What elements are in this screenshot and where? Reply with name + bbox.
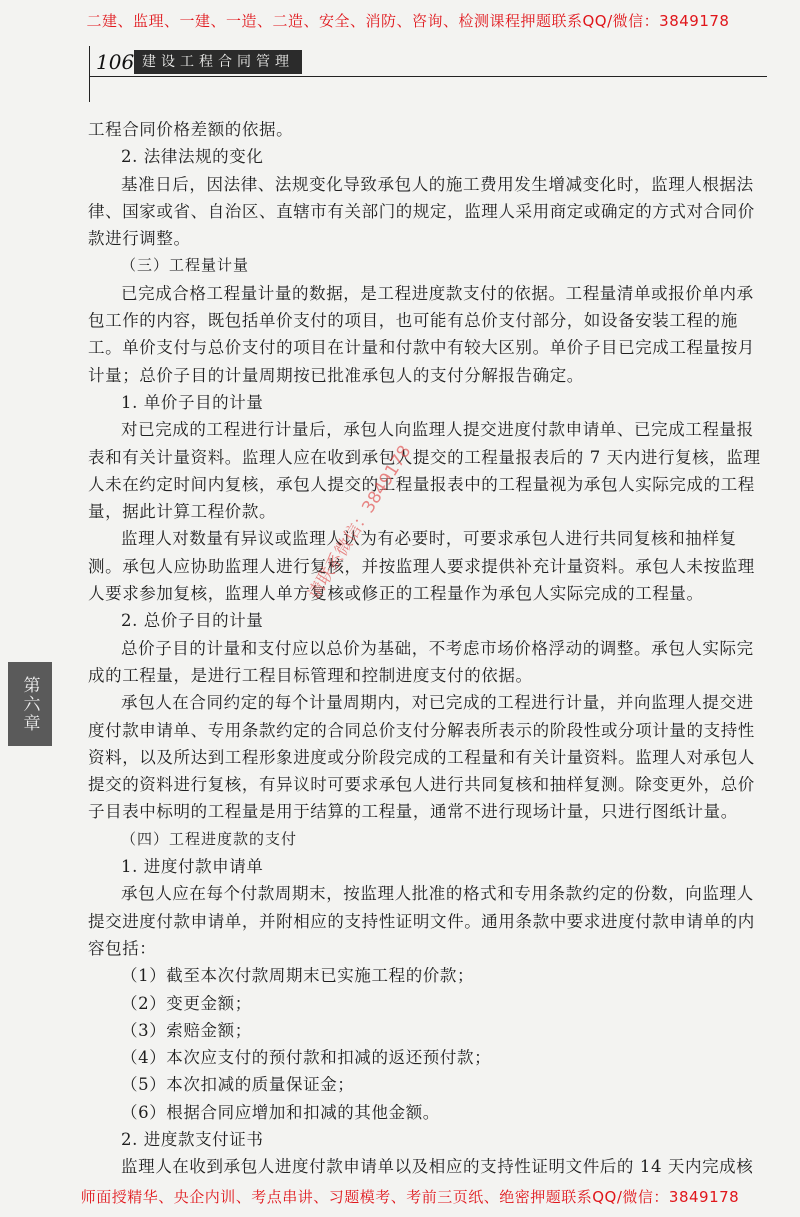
body-line: 提交进度付款申请单，并附相应的支持性证明文件。通用条款中要求进度付款申请单的内 <box>88 911 755 931</box>
body-line: 度付款申请单、专用条款约定的合同总价支付分解表所表示的阶段性或分项计量的支持性 <box>88 720 755 740</box>
list-item: （4）本次应支付的预付款和扣减的返还预付款； <box>121 1048 492 1068</box>
list-item: （1）截至本次付款周期末已实施工程的价款； <box>121 966 475 986</box>
body-line: 人要求参加复核，监理人单方复核或修正的工程量作为承包人实际完成的工程量。 <box>88 584 704 604</box>
watermark: 请联系微信：3849178 <box>304 441 416 604</box>
body-line: 提交的资料进行复核，有异议时可要求承包人进行共同复核和抽样复测。除变更外，总价 <box>88 775 755 795</box>
promo-banner-bottom: 师面授精华、央企内训、考点串讲、习题模考、考前三页纸、绝密押题联系QQ/微信：3849178 <box>80 1188 740 1206</box>
subheading: 2. 法律法规的变化 <box>121 147 264 167</box>
subheading: 2. 进度款支付证书 <box>121 1129 264 1149</box>
body-line: 资料，以及所达到工程形象进度或分阶段完成的工程量和有关计量资料。监理人对承包人 <box>88 747 755 767</box>
page-body <box>88 116 764 1181</box>
subheading: 1. 进度付款申请单 <box>121 857 264 877</box>
body-line: 量，据此计算工程价款。 <box>88 502 277 522</box>
list-item: （5）本次扣减的质量保证金； <box>121 1075 355 1095</box>
body-line: 子目表中标明的工程量是用于结算的工程量，通常不进行现场计量，只进行图纸计量。 <box>88 802 738 822</box>
list-item: （2）变更金额； <box>121 993 252 1013</box>
body-line: 总价子目的计量和支付应以总价为基础，不考虑市场价格浮动的调整。承包人实际完 <box>121 638 754 658</box>
header-rule <box>89 76 767 77</box>
body-line: 承包人应在每个付款周期末，按监理人批准的格式和专用条款约定的份数，向监理人 <box>121 884 754 904</box>
header-vertical-rule <box>89 46 90 102</box>
body-line: 监理人对数量有异议或监理人认为有必要时，可要求承包人进行共同复核和抽样复 <box>121 529 737 549</box>
list-item: （6）根据合同应增加和扣减的其他金额。 <box>121 1102 440 1122</box>
page-number: 106 <box>96 50 135 74</box>
body-line: 对已完成的工程进行计量后，承包人向监理人提交进度付款申请单、已完成工程量报 <box>121 420 754 440</box>
body-line: 工程合同价格差额的依据。 <box>88 120 294 139</box>
book-title: 建设工程合同管理 <box>134 50 302 74</box>
body-line: 人未在约定时间内复核，承包人提交的工程量报表中的工程量视为承包人实际完成的工程 <box>88 474 755 494</box>
subheading: 1. 单价子目的计量 <box>121 392 264 412</box>
list-item: （3）索赔金额； <box>121 1020 252 1040</box>
body-line: 成的工程量，是进行工程目标管理和控制进度支付的依据。 <box>88 665 533 685</box>
body-line: 承包人在合同约定的每个计量周期内，对已完成的工程进行计量，并向监理人提交进 <box>121 693 754 713</box>
chapter-tab: 第六章 <box>8 662 52 746</box>
body-line: 律、国家或省、自治区、直辖市有关部门的规定，监理人采用商定或确定的方式对合同价 <box>88 201 755 221</box>
body-line: 工。单价支付与总价支付的项目在计量和付款中有较大区别。单价子目已完成工程量按月 <box>88 338 755 358</box>
body-line: 基准日后，因法律、法规变化导致承包人的施工费用发生增减变化时，监理人根据法 <box>121 174 754 194</box>
body-line: 容包括： <box>88 938 157 958</box>
section-heading: （四）工程进度款的支付 <box>121 829 298 848</box>
body-line: 计量；总价子目的计量周期按已批准承包人的支付分解报告确定。 <box>88 365 584 385</box>
section-heading: （三）工程量计量 <box>121 256 250 275</box>
promo-banner-top: 二建、监理、一建、一造、二造、安全、消防、咨询、检测课程押题联系QQ/微信：3849178 <box>86 12 730 30</box>
body-line: 测。承包人应协助监理人进行复核，并按监理人要求提供补充计量资料。承包人未按监理 <box>88 556 755 576</box>
body-line: 表和有关计量资料。监理人应在收到承包人提交的工程量报表后的 7 天内进行复核，监理 <box>88 447 761 467</box>
body-line: 包工作的内容，既包括单价支付的项目，也可能有总价支付部分，如设备安装工程的施 <box>88 311 738 331</box>
subheading: 2. 总价子目的计量 <box>121 611 264 631</box>
body-line: 监理人在收到承包人进度付款申请单以及相应的支持性证明文件后的 14 天内完成核 <box>121 1157 754 1177</box>
body-line: 款进行调整。 <box>88 229 191 249</box>
body-line: 已完成合格工程量计量的数据，是工程进度款支付的依据。工程量清单或报价单内承 <box>121 283 754 303</box>
